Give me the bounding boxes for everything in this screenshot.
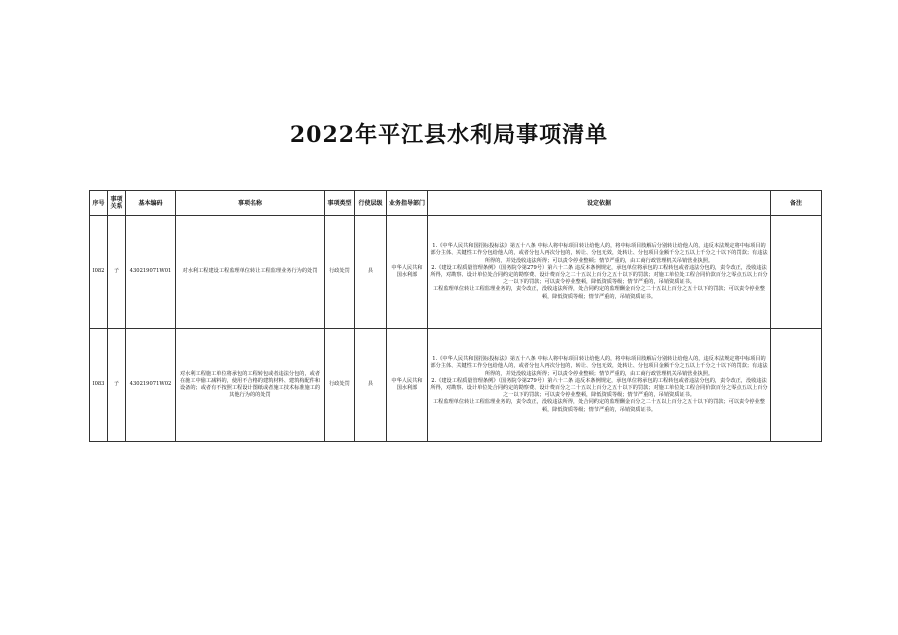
cell-relation: 子 [108, 329, 126, 442]
col-header-code: 基本编码 [126, 191, 176, 216]
basis-paragraph: 1.《中华人民共和国招标投标法》第五十八条 中标人将中标项目转让给他人的，将中标项目肢解后分别转让给他人的，违反本法规定将中标项目的部分主体、关键性工作分包给他人的，或者分包人再次分包的，转让、分包无效，处转让、分包项目金额千分之五以上千分之十以下的罚款；有违法所得的，并处没收违法所得；可以责令停业整顿；情节严重的，由工商行政管理机关吊销营业执照。 [430, 356, 768, 377]
table-header-row [90, 191, 822, 216]
cell-basis [428, 216, 771, 329]
cell-seq: I083 [90, 329, 108, 442]
col-header-level: 行使层级 [355, 191, 387, 216]
cell-remark [771, 329, 822, 442]
col-header-remark: 备注 [771, 191, 822, 216]
table-row [90, 329, 822, 442]
cell-basis [428, 329, 771, 442]
cell-type: 行政处罚 [325, 216, 355, 329]
cell-remark [771, 216, 822, 329]
basis-paragraph: 2.《建设工程质量管理条例》（国务院令第279号）第六十二条 违反本条例规定，承包单位将承包的工程转包或者违法分包的，责令改正，没收违法所得，对勘察、设计单位处合同约定的勘察费、设计费百分之二十五以上百分之五十以下的罚款；对施工单位处工程合同价款百分之零点五以上百分之一以下的罚款；可以责令停业整顿，降低资质等级；情节严重的，吊销资质证书。 [430, 377, 768, 399]
cell-type: 行政处罚 [325, 329, 355, 442]
matters-table [89, 190, 822, 442]
basis-paragraph: 1.《中华人民共和国招标投标法》第五十八条 中标人将中标项目转让给他人的，将中标项目肢解后分别转让给他人的，违反本法规定将中标项目的部分主体、关键性工作分包给他人的，或者分包人再次分包的，转让、分包无效，处转让、分包项目金额千分之五以上千分之十以下的罚款；有违法所得的，并处没收违法所得；可以责令停业整顿；情节严重的，由工商行政管理机关吊销营业执照。 [430, 243, 768, 264]
cell-level: 县 [355, 216, 387, 329]
page-title: 2022年平江县水利局事项清单 [289, 122, 609, 148]
basis-paragraph: 工程监理单位转让工程监理业务的，责令改正，没收违法所得，处合同约定的监理酬金百分之二十五以上百分之五十以下的罚款；可以责令停业整顿，降低资质等级；情节严重的，吊销资质证书。 [432, 399, 765, 413]
col-header-name: 事项名称 [176, 191, 325, 216]
col-header-relation: 事项关系 [108, 191, 126, 216]
cell-name: 对水利工程施工单位将承包的工程转包或者违法分包的，或者在施工中偷工减料的，使用不合格的建筑材料、建筑构配件和设备的；或者有不按照工程设计图纸或者施工技术标准施工的其他行为的的处罚 [176, 329, 325, 442]
cell-code: 430219071W02 [126, 329, 176, 442]
cell-dept: 中华人民共和国水利部 [387, 329, 428, 442]
cell-name: 对水利工程建设工程监理单位转让工程监理业务行为的处罚 [176, 216, 325, 329]
basis-paragraph: 工程监理单位转让工程监理业务的，责令改正，没收违法所得，处合同约定的监理酬金百分之二十五以上百分之五十以下的罚款；可以责令停业整顿，降低资质等级；情节严重的，吊销资质证书。 [432, 286, 765, 300]
col-header-dept: 业务指导部门 [387, 191, 428, 216]
col-header-seq: 序号 [90, 191, 108, 216]
cell-dept: 中华人民共和国水利部 [387, 216, 428, 329]
cell-level: 县 [355, 329, 387, 442]
table-row [90, 216, 822, 329]
basis-paragraph: 2.《建设工程质量管理条例》（国务院令第279号）第六十二条 违反本条例规定，承包单位将承包的工程转包或者违法分包的，责令改正，没收违法所得，对勘察、设计单位处合同约定的勘察费、设计费百分之二十五以上百分之五十以下的罚款；对施工单位处工程合同价款百分之零点五以上百分之一以下的罚款；可以责令停业整顿，降低资质等级；情节严重的，吊销资质证书。 [430, 264, 768, 286]
cell-code: 430219071W01 [126, 216, 176, 329]
cell-relation: 子 [108, 216, 126, 329]
col-header-type: 事项类型 [325, 191, 355, 216]
cell-seq: I082 [90, 216, 108, 329]
col-header-basis: 设定依据 [428, 191, 771, 216]
